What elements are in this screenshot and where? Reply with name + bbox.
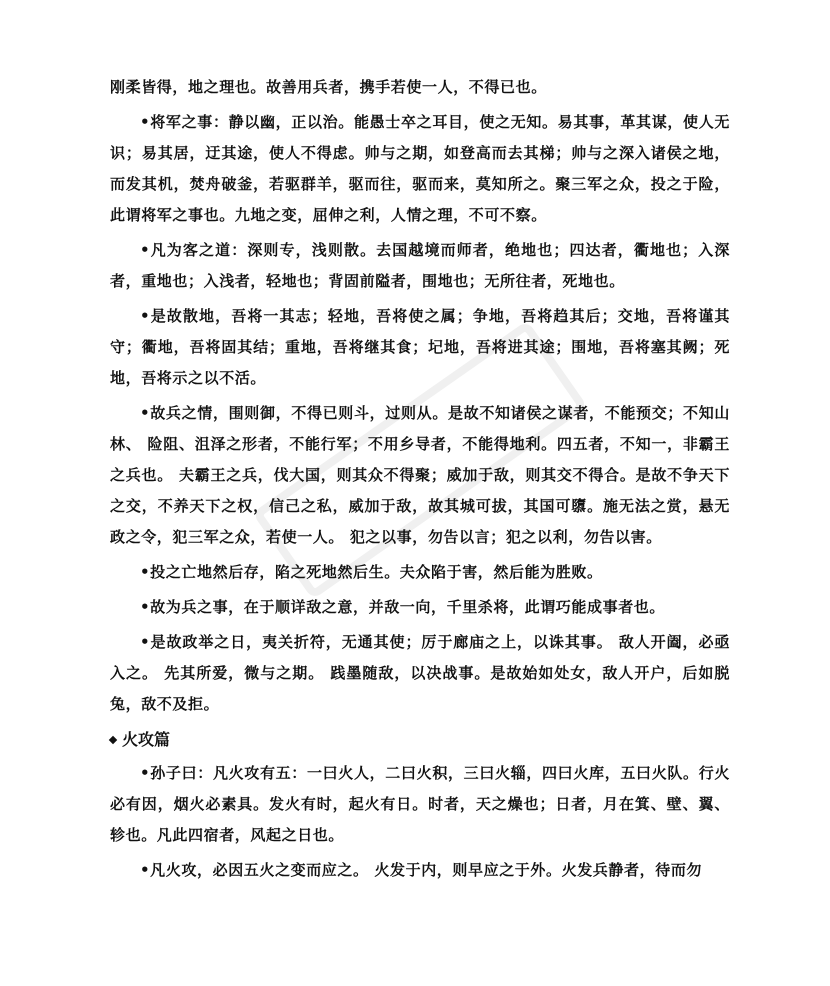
- paragraph-9: •孙子曰：凡火攻有五：一曰火人，二曰火积，三曰火辎，四曰火库，五曰火队。行火必有因，烟火必素具。发火有时，起火有日。时者，天之燥也；日者，月在箕、壁、翼、轸也。凡此四宿者，风起之日也。: [110, 764, 730, 844]
- section-heading-text: 火攻篇: [122, 730, 171, 749]
- section-heading: [110, 724, 730, 756]
- document-page: [110, 72, 730, 890]
- paragraph-5: •故兵之情，围则御，不得已则斗，过则从。是故不知诸侯之谋者，不能预交；不知山林、 险阻、沮泽之形者，不能行军；不用乡导者，不能得地利。四五者，不知一，非霸王之兵也。 夫霸王之兵，伐大国，则其众不得聚；威加于敌，则其交不得合。是故不争天下之交，不养天下之权，信己之私，威加于敌，故其城可拔，其国可隳。施无法之赏，悬无政之令，犯三军之众，若使一人。 犯之以事，勿告以言；犯之以利，勿告以害。: [110, 404, 730, 546]
- paragraph-10: •凡火攻，必因五火之变而应之。 火发于内，则早应之于外。火发兵静者，待而勿: [140, 861, 703, 879]
- paragraph-7: •故为兵之事，在于顺详敌之意，并敌一向，千里杀将，此谓巧能成事者也。: [140, 598, 665, 616]
- paragraph-3: •凡为客之道：深则专，浅则散。去国越境而师者，绝地也；四达者，衢地也；入深者，重地也；入浅者，轻地也；背固前隘者，围地也；无所往者，死地也。: [110, 241, 730, 290]
- paragraph-6: •投之亡地然后存，陷之死地然后生。夫众陷于害，然后能为胜败。: [140, 563, 603, 581]
- paragraph-1: 刚柔皆得，地之理也。故善用兵者，携手若使一人，不得已也。: [110, 78, 547, 96]
- paragraph-8: •是故政举之日，夷关折符，无通其使；厉于廊庙之上，以诛其事。 敌人开阖，必亟入之。 先其所爱，微与之期。 践墨随敌，以决战事。是故始如处女，敌人开户，后如脱兔，敌不及拒。: [110, 633, 730, 713]
- paragraph-2: •将军之事：静以幽，正以治。能愚士卒之耳目，使之无知。易其事，革其谋，使人无识；易其居，迂其途，使人不得虑。帅与之期，如登高而去其梯；帅与之深入诸侯之地，而发其机，焚舟破釜，若驱群羊，驱而往，驱而来，莫知所之。聚三军之众，投之于险，此谓将军之事也。九地之变，屈伸之利，人情之理，不可不察。: [110, 113, 730, 224]
- diamond-bullet-icon: [109, 736, 117, 744]
- paragraph-4: •是故散地，吾将一其志；轻地，吾将使之属；争地，吾将趋其后；交地，吾将谨其守；衢地，吾将固其结；重地，吾将继其食；圮地，吾将进其途；围地，吾将塞其阙；死地，吾将示之以不活。: [110, 307, 730, 387]
